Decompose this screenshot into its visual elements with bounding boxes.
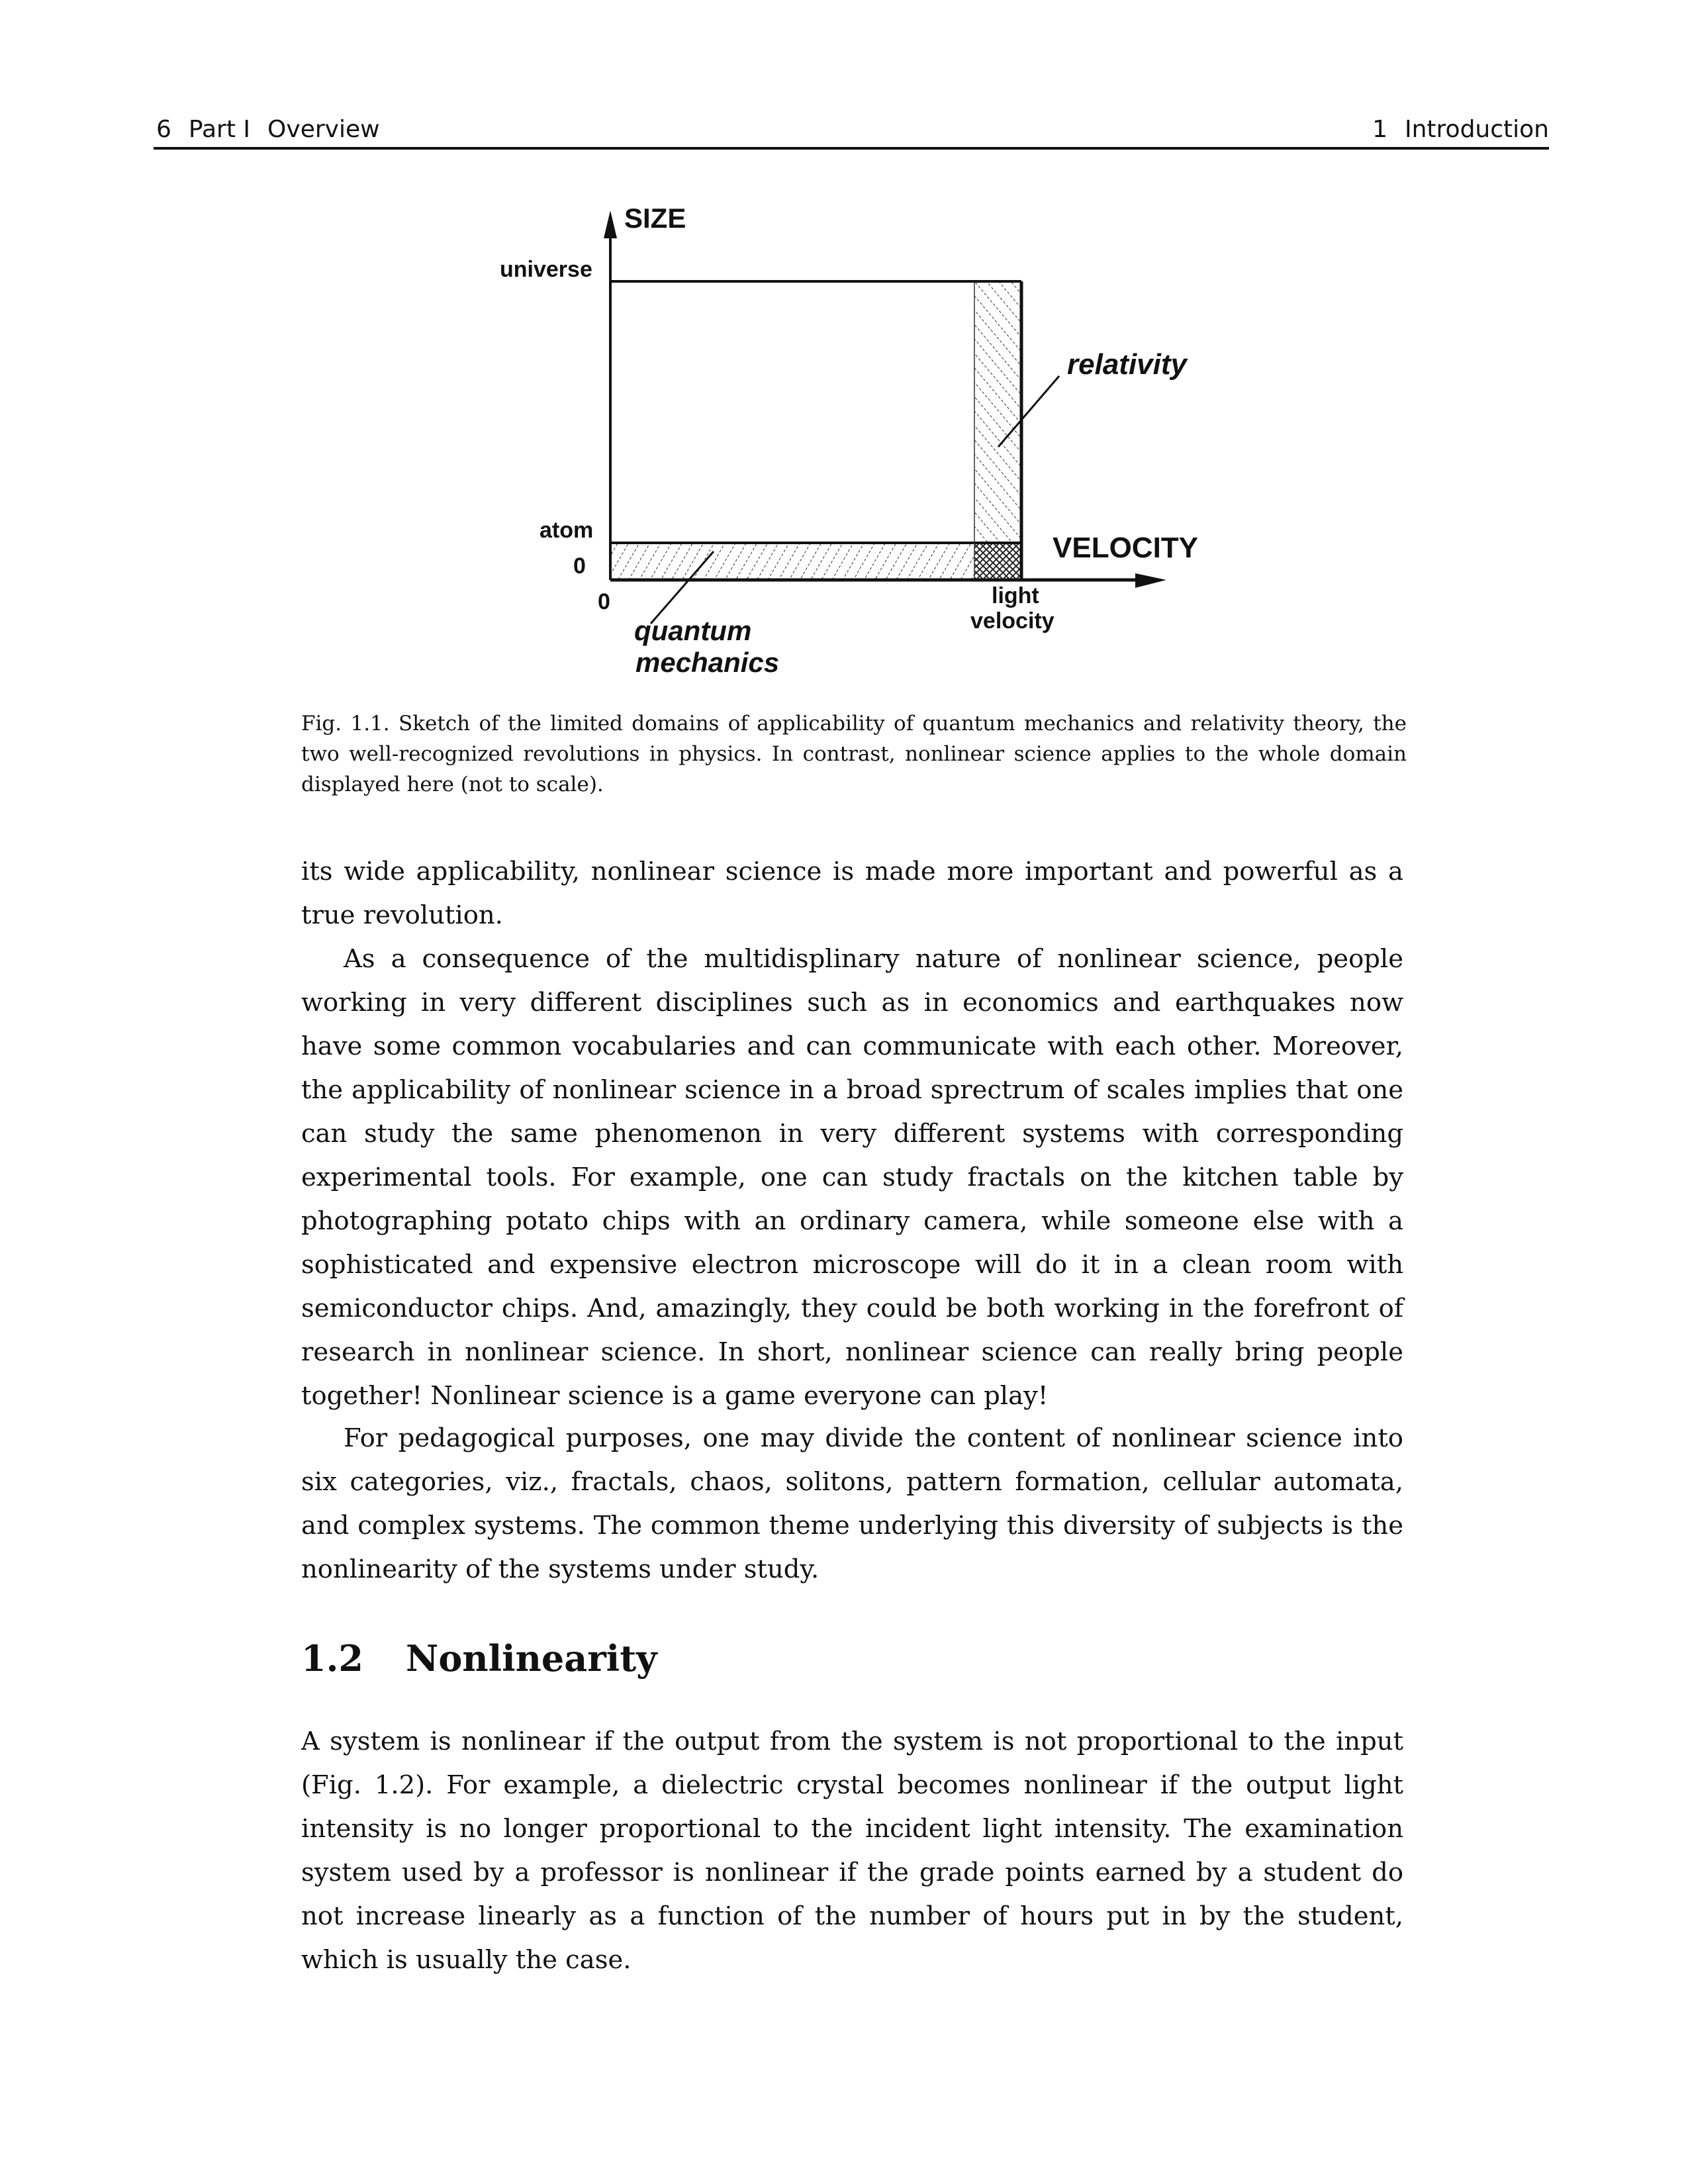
chapter-number: 1 xyxy=(1372,116,1387,143)
y-tick-atom: atom xyxy=(539,518,594,543)
x-axis-label: VELOCITY xyxy=(1053,532,1199,564)
quantum-label-line1: quantum xyxy=(634,615,752,646)
section-number: 1.2 xyxy=(301,1637,363,1680)
page-number: 6 xyxy=(156,116,171,143)
x-axis-arrow-icon xyxy=(1135,573,1166,588)
section-heading xyxy=(301,1635,657,1682)
light-velocity-label-line2: velocity xyxy=(970,608,1055,634)
body-paragraph-2: As a consequence of the multidisplinary nature of nonlinear science, people working in very different disciplines such as in economics and earthquakes now have some common vocabularies and can communicate with each other. Moreover, the applicability of nonlinear science in a broad sprectrum of scales implies that one can study the same phenomenon in very different systems with corresponding experimental tools. For example, one can study fractals on the kitchen table by photographing potato chips with an ordinary camera, while someone else with a sophisticated and expensive electron microscope will do it in a clean room with semiconductor chips. And, amazingly, they could be both working in the forefront of research in nonlinear science. In short, nonlinear science can really bring people together! Nonlinear science is a game everyone can play! xyxy=(301,944,1403,1411)
overlap-region xyxy=(974,543,1021,580)
body-paragraph-1: its wide applicability, nonlinear science is made more important and powerful as a true revolution. xyxy=(301,857,1403,930)
figure-1-1 xyxy=(0,0,1688,702)
y-tick-zero: 0 xyxy=(573,553,586,579)
light-velocity-label-line1: light xyxy=(992,583,1039,608)
y-tick-universe: universe xyxy=(500,257,592,282)
part-label: Part I xyxy=(188,116,251,143)
y-axis-label: SIZE xyxy=(624,203,686,234)
figure-caption: Fig. 1.1. Sketch of the limited domains of applicability of quantum mechanics and relativity theory, the two well-recognized revolutions in physics. In contrast, nonlinear science applies to the whole domain displayed here (not to scale). xyxy=(301,712,1407,796)
relativity-label: relativity xyxy=(1067,348,1187,381)
section-paragraph-1: A system is nonlinear if the output from the system is not proportional to the input (Fig. 1.2). For example, a dielectric crystal becomes nonlinear if the output light intensity is no longer proportional to the incident light intensity. The examination system used by a professor is nonlinear if the grade points earned by a student do not increase linearly as a function of the number of hours put in by the student, which is usually the case. xyxy=(301,1727,1403,1975)
domain-diagram xyxy=(0,0,1688,702)
quantum-region xyxy=(610,543,974,580)
quantum-label-line2: mechanics xyxy=(635,647,780,678)
body-paragraph-3: For pedagogical purposes, one may divide the content of nonlinear science into six categories, viz., fractals, chaos, solitons, pattern formation, cellular automata, and complex systems. The common theme underlying this diversity of subjects is the nonlinearity of the systems under study. xyxy=(301,1423,1403,1584)
chapter-title: Introduction xyxy=(1404,116,1549,143)
y-axis-arrow-icon xyxy=(604,211,617,238)
section-title: Nonlinearity xyxy=(405,1637,657,1680)
relativity-region xyxy=(974,281,1021,543)
part-title: Overview xyxy=(267,116,380,143)
x-tick-zero: 0 xyxy=(598,589,610,614)
